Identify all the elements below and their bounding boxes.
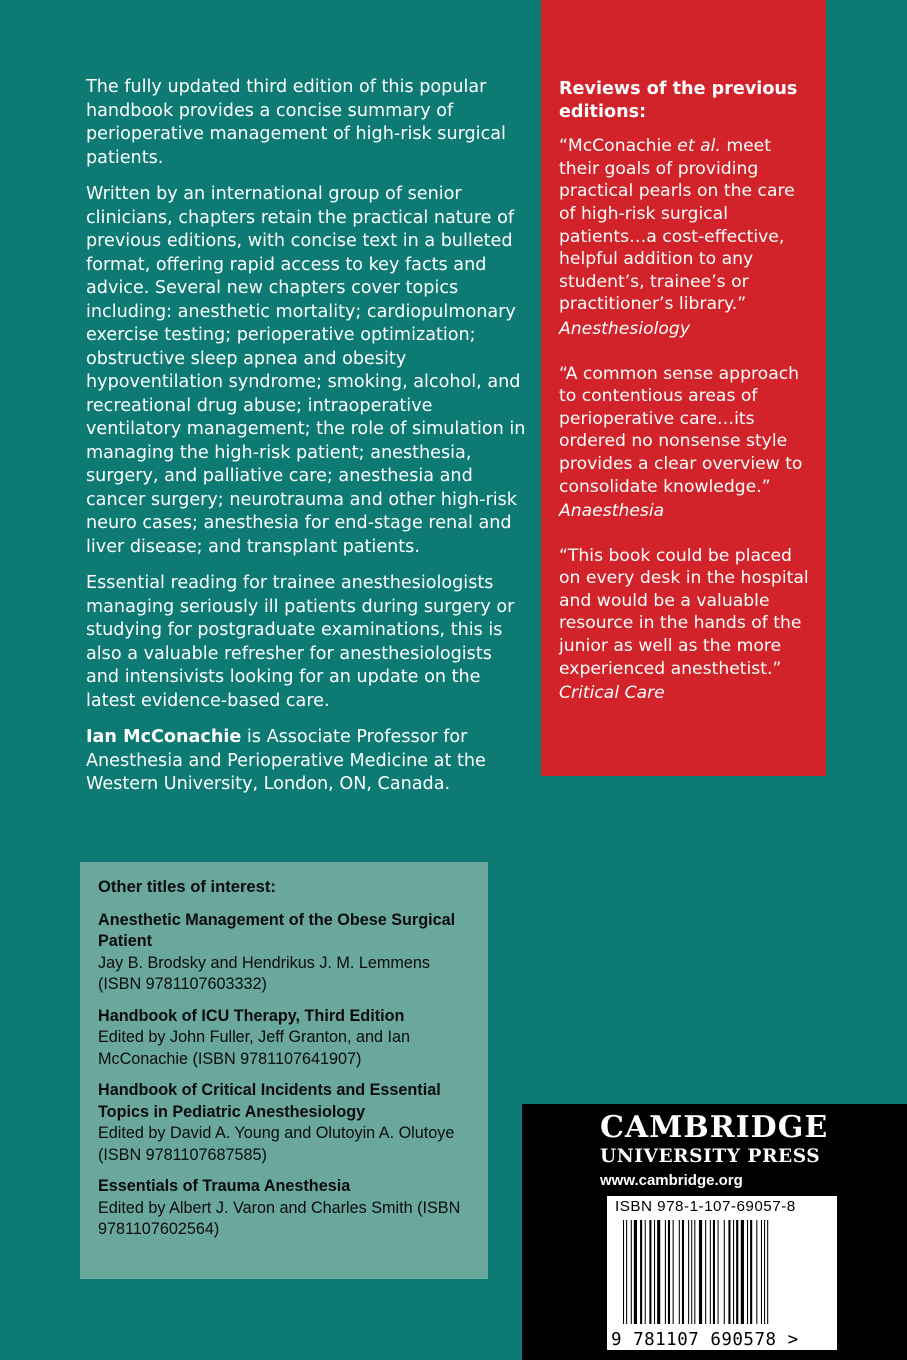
review-quote <box>559 363 816 523</box>
publisher-block <box>522 1104 907 1360</box>
other-title-name: Handbook of ICU Therapy, Third Edition <box>98 1006 405 1025</box>
other-title-name: Essentials of Trauma Anesthesia <box>98 1177 351 1195</box>
review-quote <box>559 545 816 705</box>
review-text: “A common sense approach to contentious areas of perioperative care…its ordered no nonsense style provides a clear overview to consolidate knowledge.” <box>559 363 803 497</box>
other-titles-panel <box>80 862 488 1279</box>
description-paragraph-2: Written by an international group of senior clinicians, chapters retain the practical nature of previous editions, with concise text in a bulleted format, offering rapid access to key facts and advice. Several new chapters cover topics including: anesthetic mortality; cardiopulmonary exercise testing; perioperative optimization; obstructive sleep apnea and obesity hypoventilation syndrome; smoking, alcohol, and recreational drug abuse; intraoperative ventilatory management; the role of simulation in managing the high-risk patient; anesthesia, surgery, and palliative care; anesthesia and cancer surgery; neurotrauma and other high-risk neuro cases; anesthesia for end-stage renal and liver disease; and transplant patients. <box>86 184 526 557</box>
publisher-logo-press: UNIVERSITY PRESS <box>600 1146 821 1167</box>
other-title-details: Edited by Albert J. Varon and Charles Smith (ISBN 9781107602564) <box>98 1198 461 1238</box>
publisher-logo-name: CAMBRIDGE <box>600 1110 829 1145</box>
barcode-number: 9 781107 690578 > <box>611 1330 799 1350</box>
author-name: Ian McConachie <box>86 727 242 747</box>
other-title-details: Edited by John Fuller, Jeff Granton, and Ian McConachie (ISBN 9781107641907) <box>98 1028 410 1068</box>
description-paragraph-3: Essential reading for trainee anesthesiologists managing seriously ill patients during surgery or studying for postgraduate examinations, this is also a valuable refresher for anesthesiologists and intensivists looking for an update on the latest evidence-based care. <box>86 573 515 711</box>
other-title-details: Edited by David A. Young and Olutoyin A. Olutoye (ISBN 9781107687585) <box>98 1124 455 1164</box>
other-title-name: Handbook of Critical Incidents and Essential Topics in Pediatric Anesthesiology <box>98 1081 441 1121</box>
other-title-item <box>98 910 474 996</box>
other-title-item <box>98 1080 474 1166</box>
review-text-emphasis: et al. <box>677 136 721 157</box>
reviews-heading: Reviews of the previous editions: <box>559 79 798 122</box>
author-bio <box>86 726 526 797</box>
review-source: Anesthesiology <box>559 318 691 339</box>
other-title-name: Anesthetic Management of the Obese Surgical Patient <box>98 910 456 950</box>
other-titles-heading: Other titles of interest: <box>98 877 276 896</box>
review-quote <box>559 135 816 340</box>
reviews-panel <box>541 0 826 776</box>
author-bio-text: is Associate Professor for Anesthesia and Perioperative Medicine at the Western University, London, ON, Canada. <box>86 727 486 794</box>
isbn-label: ISBN 978-1-107-69057-8 <box>615 1198 796 1215</box>
review-text: meet their goals of providing practical pearls on the care of high-risk surgical patients…a cost-effective, helpful addition to any student’s, trainee’s or practitioner’s library.” <box>559 136 795 315</box>
review-text: “McConachie <box>559 136 678 157</box>
description-paragraph-1: The fully updated third edition of this popular handbook provides a concise summary of perioperative management of high-risk surgical patients. <box>86 77 506 168</box>
barcode-bars <box>623 1220 828 1324</box>
description-column <box>86 76 526 810</box>
review-text: “This book could be placed on every desk in the hospital and would be a valuable resource in the hands of the junior as well as the more experienced anesthetist.” <box>559 545 809 679</box>
review-source: Anaesthesia <box>559 501 665 522</box>
other-title-item <box>98 1176 474 1241</box>
review-source: Critical Care <box>559 683 665 704</box>
other-title-details: Jay B. Brodsky and Hendrikus J. M. Lemmens (ISBN 9781107603332) <box>98 953 430 993</box>
publisher-url: www.cambridge.org <box>600 1172 743 1189</box>
other-title-item <box>98 1006 474 1071</box>
barcode <box>607 1196 837 1350</box>
